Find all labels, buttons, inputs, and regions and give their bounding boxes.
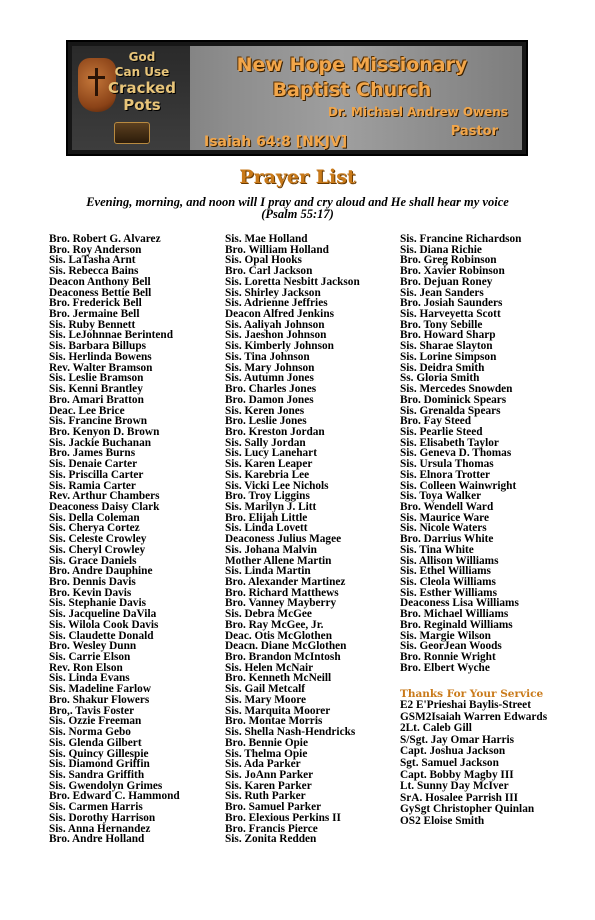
list-item: Sis. Della Coleman [49,511,140,524]
list-item: Rev. Walter Bramson [49,361,153,374]
list-item: Bro. Kenneth McNeill [225,672,332,685]
list-item: Sis. Karebria Lee [225,468,310,481]
list-item: Sis. Nicole Waters [400,522,487,535]
list-item: Sis. Ada Parker [225,758,301,771]
list-item: Sis. Denaie Carter [49,458,138,471]
list-item: Rev. Arthur Chambers [49,490,160,503]
list-item: Bro. Darrius White [400,533,494,546]
list-item: Sis. Deidra Smith [400,361,485,374]
list-item: Deacon Anthony Bell [49,275,151,288]
list-item: Bro. Michael Williams [400,608,509,621]
list-item: Sis. Keren Jones [225,404,305,417]
logo-line-2: Can Use [114,65,170,79]
list-item: Sis. Madeline Farlow [49,683,151,696]
list-item: Sis. Anna Hernandez [49,822,151,835]
list-item: Bro. James Burns [49,447,136,460]
verse-citation: (Psalm 55:17) [261,207,334,221]
list-item: Bro. Amari Bratton [49,393,144,406]
list-item: Sis. Ozzie Freeman [49,715,142,728]
list-item: Sis. Lorine Simpson [400,350,497,363]
list-item: Deac. Lee Brice [49,404,125,417]
list-item: Sis. Ursula Thomas [400,458,494,471]
list-item: Bro. Montae Morris [225,715,323,728]
list-item: Sis. Francine Brown [49,415,148,428]
list-item: Bro. Charles Jones [225,383,317,396]
list-item: Sis. Zonita Redden [225,833,317,846]
list-item: Sis. Cleola Williams [400,576,496,588]
list-item: Sis. Jacqueline DaVila [49,608,157,621]
list-item: Sis. Toya Walker [400,490,482,503]
list-item: Bro. Richard Matthews [225,586,339,599]
list-item: Sis. Gwendolyn Grimes [49,779,163,792]
list-item: GSM2Isaiah Warren Edwards [400,710,548,723]
list-item: Sis. Tina White [400,543,474,556]
list-item: Bro. Xavier Robinson [400,265,505,278]
list-item: Sis. Grenalda Spears [400,404,501,417]
list-item: Sis. Ramia Carter [49,479,136,492]
list-item: Bro. Jermaine Bell [49,308,140,321]
list-item: Sis. Mae Holland [225,233,308,245]
service-heading: Thanks For Your Service [400,688,544,700]
list-item: Bro. Greg Robinson [400,254,497,267]
list-item: Sis. Geneva D. Thomas [400,447,512,460]
list-item: Sis. Jean Sanders [400,286,484,299]
logo-line-4: Pots [123,96,161,114]
church-name-line-2: Baptist Church [272,79,432,101]
list-item: Sis. Wilola Cook Davis [49,618,159,631]
list-item: Sis. Harveyetta Scott [400,308,501,321]
list-item: E2 E'Prieshai Baylis-Street [400,699,531,711]
list-item: Sis. Linda Martin [225,565,311,578]
list-item: Sis. Esther Williams [400,586,497,599]
list-item: Sis. Maurice Ware [400,511,490,524]
list-item: Sis. Cheryl Crowley [49,543,146,556]
list-item: Bro. Josiah Saunders [400,297,503,310]
pastor-name: Dr. Michael Andrew Owens [328,105,508,119]
list-item: Bro. William Holland [225,243,329,256]
list-item: Sgt. Samuel Jackson [400,756,499,769]
list-item: 2Lt. Caleb Gill [400,722,472,735]
list-item: Sis. Mary Moore [225,693,307,706]
list-item: Lt. Sunny Day McIver [400,780,509,793]
list-item: Sis. Sandra Griffith [49,768,145,781]
list-item: Sis. LeJohnnae Berintend [49,329,173,342]
list-item: Sis. Kenni Brantley [49,383,143,396]
list-item: Bro. Kreston Jordan [225,425,325,438]
list-item: Sis. Autumn Jones [225,372,314,385]
list-item: Sis. Margie Wilson [400,629,491,642]
list-item: Sis. Quincy Gillespie [49,747,149,760]
list-item: Sis. JoAnn Parker [225,768,314,781]
list-item: Bro,. Tavis Foster [49,704,135,717]
list-item: Sis. Thelma Opie [225,747,308,760]
list-item: Sis. Helen McNair [225,661,314,674]
list-item: Bro. Reginald Williams [400,618,513,631]
pastor-title: Pastor [450,124,498,139]
list-item: Deacon Alfred Jenkins [225,308,335,321]
list-item: Bro. Ray McGee, Jr. [225,618,324,631]
list-item: Sis. Ethel Williams [400,565,491,578]
list-item: Bro. Dominick Spears [400,393,507,406]
list-item: Sis. Herlinda Bowens [49,350,152,363]
list-item: Sis. Elisabeth Taylor [400,436,499,449]
list-item: Sis. Claudette Donald [49,629,154,642]
list-item: Bro. Howard Sharp [400,329,496,342]
list-item: Sis. Tina Johnson [225,350,310,363]
list-item: Bro. Elijah Little [225,511,308,524]
logo-text [94,50,190,114]
list-item: Sis. LaTasha Arnt [49,254,136,267]
church-banner [66,40,528,156]
list-item: Sis. Loretta Nesbitt Jackson [225,275,360,288]
church-name-line-1: New Hope Missionary [236,54,468,76]
list-item: Sis. Pearlie Steed [400,425,483,438]
logo-line-3: Cracked [108,79,176,97]
list-item: Bro. Brandon McIntosh [225,651,341,664]
list-item: Bro. Ronnie Wright [400,651,496,664]
list-item: Bro. Bennie Opie [225,736,308,749]
list-item: Sis. Linda Evans [49,672,130,685]
name-column-3 [400,234,521,673]
name-column-2 [225,234,360,845]
verse-text: Evening, morning, and noon will I pray and cry aloud and He shall hear my voice [86,195,509,209]
list-item: Sis. Barbara Billups [49,340,146,353]
list-item: Bro. Frederick Bell [49,297,142,310]
list-item: Sis. Rebecca Bains [49,265,139,278]
list-item: SrA. Hosalee Parrish III [400,791,518,804]
list-item: Sis. Marquita Moorer [225,704,331,717]
list-item: Bro. Samuel Parker [225,801,322,814]
list-item: Sis. Lucy Lanehart [225,447,317,460]
list-item: Sis. Ruby Bennett [49,318,136,331]
list-item: Bro. Dejuan Roney [400,275,493,288]
list-item: Sis. Mary Johnson [225,361,315,374]
list-item: Sis. Cherya Cortez [49,522,140,535]
list-item: Sis. Opal Hooks [225,254,302,267]
list-item: Bro. Fay Steed [400,415,472,428]
list-item: Bro. Kenyon D. Brown [49,425,160,438]
list-item: Bro. Elbert Wyche [400,661,490,674]
list-item: Mother Allene Martin [225,554,332,567]
list-item: Bro. Wendell Ward [400,500,494,513]
list-item: Capt. Bobby Magby III [400,768,514,781]
list-item: Sis. Shella Nash-Hendricks [225,726,356,739]
service-list [400,700,547,828]
list-item: Bro. Robert G. Alvarez [49,233,161,245]
list-item: Sis. Ruth Parker [225,790,306,803]
list-item: Capt. Joshua Jackson [400,745,506,758]
list-item: Bro. Vanney Mayberry [225,597,337,610]
list-item: Sis. Colleen Wainwright [400,479,517,492]
list-item: Sis. Carrie Elson [49,651,131,664]
list-item: Bro. Troy Liggins [225,490,310,503]
list-item: Deacn. Diane McGlothen [225,640,347,653]
list-item: Sis. Diana Richie [400,243,482,256]
list-item: Sis. Stephanie Davis [49,597,146,610]
list-item: Deaconess Lisa Williams [400,597,519,610]
list-item: Ss. Gloria Smith [400,372,480,385]
logo-line-1: God [128,50,156,64]
list-item: Bro. Francis Pierce [225,822,318,835]
logo-panel [72,46,190,150]
list-item: Sis. Glenda Gilbert [49,736,142,749]
list-item: Bro. Andre Dauphine [49,565,153,578]
page-title: Prayer List [239,166,356,188]
list-item: Sis. Karen Leaper [225,458,313,471]
list-item: Bro. Shakur Flowers [49,693,150,706]
list-item: Deaconess Julius Magee [225,533,342,546]
list-item: Sis. Priscilla Carter [49,468,144,481]
verse [40,196,555,220]
list-item: Sis. Sharae Slayton [400,340,493,353]
list-item: Sis. Shirley Jackson [225,286,321,299]
list-item: Deac. Otis McGlothen [225,629,332,642]
list-item: Bro. Leslie Jones [225,415,307,428]
list-item: Bro. Kevin Davis [49,586,132,599]
list-item: Sis. Grace Daniels [49,554,137,567]
list-item: Bro. Wesley Dunn [49,640,137,653]
list-item: Sis. Debra McGee [225,608,312,621]
list-item: Sis. Celeste Crowley [49,533,147,546]
list-item: Sis. Marilyn J. Litt [225,500,317,513]
list-item: Sis. Jaeshon Johnson [225,329,327,342]
list-item: Sis. Norma Gebo [49,726,131,739]
list-item: Sis. Diamond Griffin [49,758,150,771]
list-item: Sis. Leslie Bramson [49,372,144,385]
list-item: Sis. Elnora Trotter [400,468,491,481]
list-item: Bro. Alexander Martinez [225,576,346,588]
banner-background [72,46,522,150]
list-item: Rev. Ron Elson [49,661,123,674]
list-item: Bro. Carl Jackson [225,265,313,278]
list-item: Sis. GeorJean Woods [400,640,502,653]
list-item: Bro. Elexious Perkins II [225,811,341,824]
list-item: Sis. Aaliyah Johnson [225,318,325,331]
list-item: Sis. Mercedes Snowden [400,383,513,396]
list-item: Bro. Dennis Davis [49,576,136,588]
list-item: Sis. Carmen Harris [49,801,143,814]
list-item: Sis. Kimberly Johnson [225,340,334,353]
list-item: Sis. Karen Parker [225,779,312,792]
list-item: Sis. Allison Williams [400,554,499,567]
list-item: S/Sgt. Jay Omar Harris [400,733,515,746]
list-item: Sis. Jackie Buchanan [49,436,152,449]
list-item: Sis. Gail Metcalf [225,683,306,696]
list-item: Sis. Francine Richardson [400,233,522,245]
list-item: Sis. Johana Malvin [225,543,317,556]
list-item: Sis. Vicki Lee Nichols [225,479,329,492]
treasure-chest-icon [114,122,150,144]
list-item: GySgt Christopher Quinlan [400,803,535,816]
list-item: Bro. Andre Holland [49,833,145,846]
list-item: Sis. Adrienne Jeffries [225,297,328,310]
list-item: Bro. Damon Jones [225,393,314,406]
list-item: Bro. Edward C. Hammond [49,790,180,803]
list-item: Sis. Linda Lovett [225,522,308,535]
list-item: Deaconess Bettie Bell [49,286,152,299]
list-item: Deaconess Daisy Clark [49,500,160,513]
list-item: Bro. Tony Sebille [400,318,483,331]
list-item: Sis. Dorothy Harrison [49,811,156,824]
list-item: Sis. Sally Jordan [225,436,306,449]
list-item: OS2 Eloise Smith [400,814,485,827]
list-item: Bro. Roy Anderson [49,243,142,256]
scripture-reference: Isaiah 64:8 [NKJV] [204,134,348,150]
name-column-1 [49,234,180,845]
